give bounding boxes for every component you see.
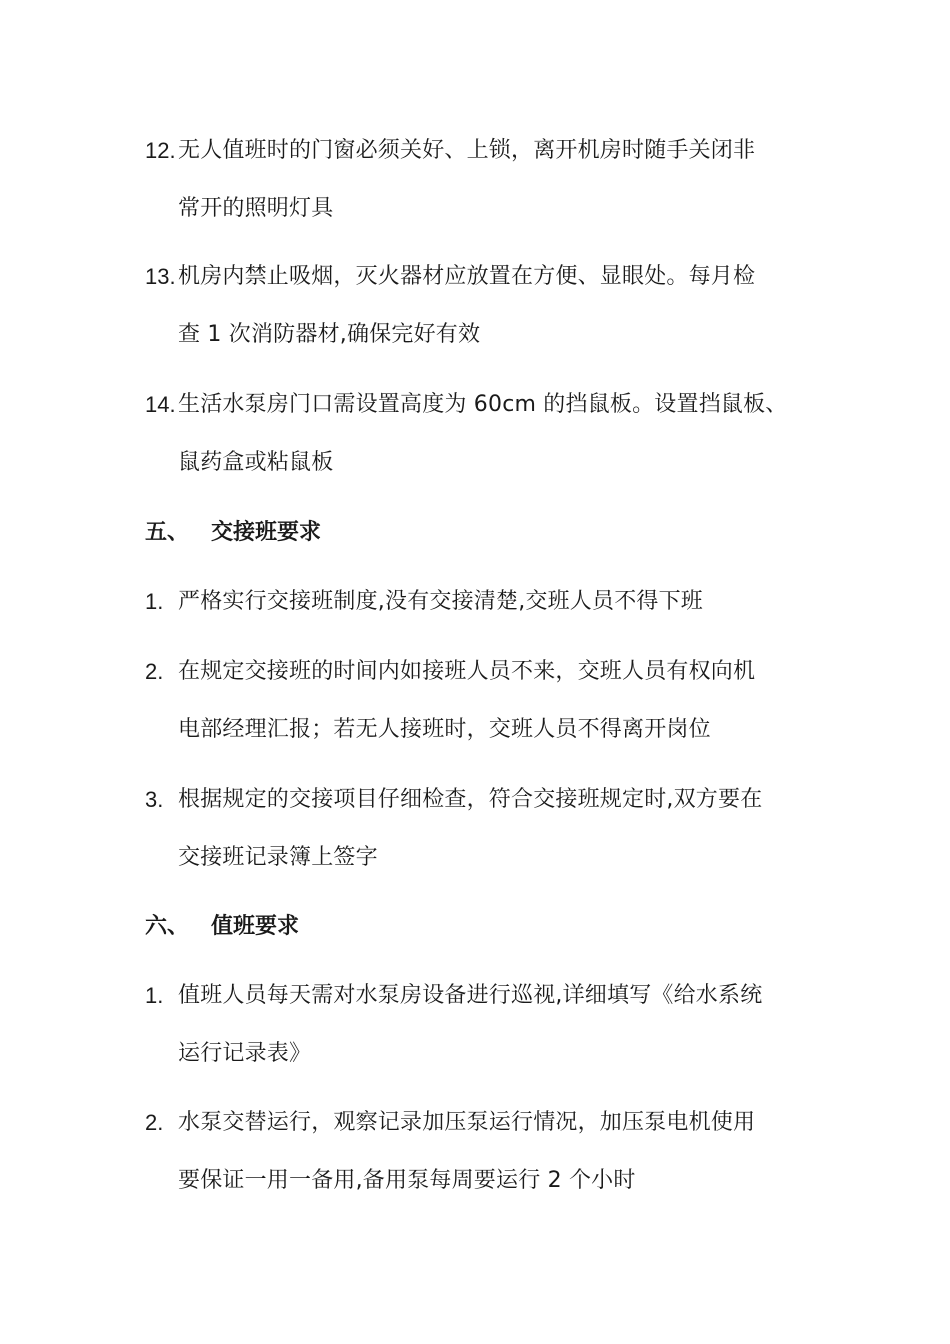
item-text-line1: 机房内禁止吸烟，灭火器材应放置在方便、显眼处。每月检 (178, 264, 756, 289)
item-number: 1. (145, 589, 164, 614)
item-number: 1. (145, 983, 164, 1008)
item-text-line1: 水泵交替运行，观察记录加压泵运行情况，加压泵电机使用 (178, 1110, 756, 1135)
item-text-line1: 在规定交接班的时间内如接班人员不来，交班人员有权向机 (178, 659, 756, 684)
item-text-line2: 交接班记录簿上签字 (178, 845, 378, 870)
section-number: 五、 (145, 520, 190, 545)
section-title: 交接班要求 (211, 520, 322, 545)
item-text-line1: 生活水泵房门口需设置高度为 60cm 的挡鼠板。设置挡鼠板、 (178, 392, 788, 417)
item-text-line2: 常开的照明灯具 (178, 196, 334, 221)
item-text-line1: 值班人员每天需对水泵房设备进行巡视,详细填写《给水系统 (178, 983, 763, 1008)
item-text-line1: 严格实行交接班制度,没有交接清楚,交班人员不得下班 (178, 589, 703, 614)
item-text-line2: 要保证一用一备用,备用泵每周要运行 2 个小时 (178, 1168, 636, 1193)
item-text-line1: 无人值班时的门窗必须关好、上锁，离开机房时随手关闭非 (178, 138, 756, 163)
section-title: 值班要求 (211, 914, 300, 939)
item-number: 2. (145, 659, 164, 684)
item-text-line2: 查 1 次消防器材,确保完好有效 (178, 322, 481, 347)
item-number: 13. (145, 264, 176, 289)
item-number: 12. (145, 138, 176, 163)
item-number: 2. (145, 1110, 164, 1135)
item-text-line1: 根据规定的交接项目仔细检查，符合交接班规定时,双方要在 (178, 787, 763, 812)
item-text-line2: 鼠药盒或粘鼠板 (178, 450, 334, 475)
item-number: 14. (145, 392, 176, 417)
item-number: 3. (145, 787, 164, 812)
item-text-line2: 运行记录表》 (178, 1041, 312, 1066)
section-number: 六、 (145, 914, 190, 939)
item-text-line2: 电部经理汇报；若无人接班时，交班人员不得离开岗位 (178, 717, 711, 742)
